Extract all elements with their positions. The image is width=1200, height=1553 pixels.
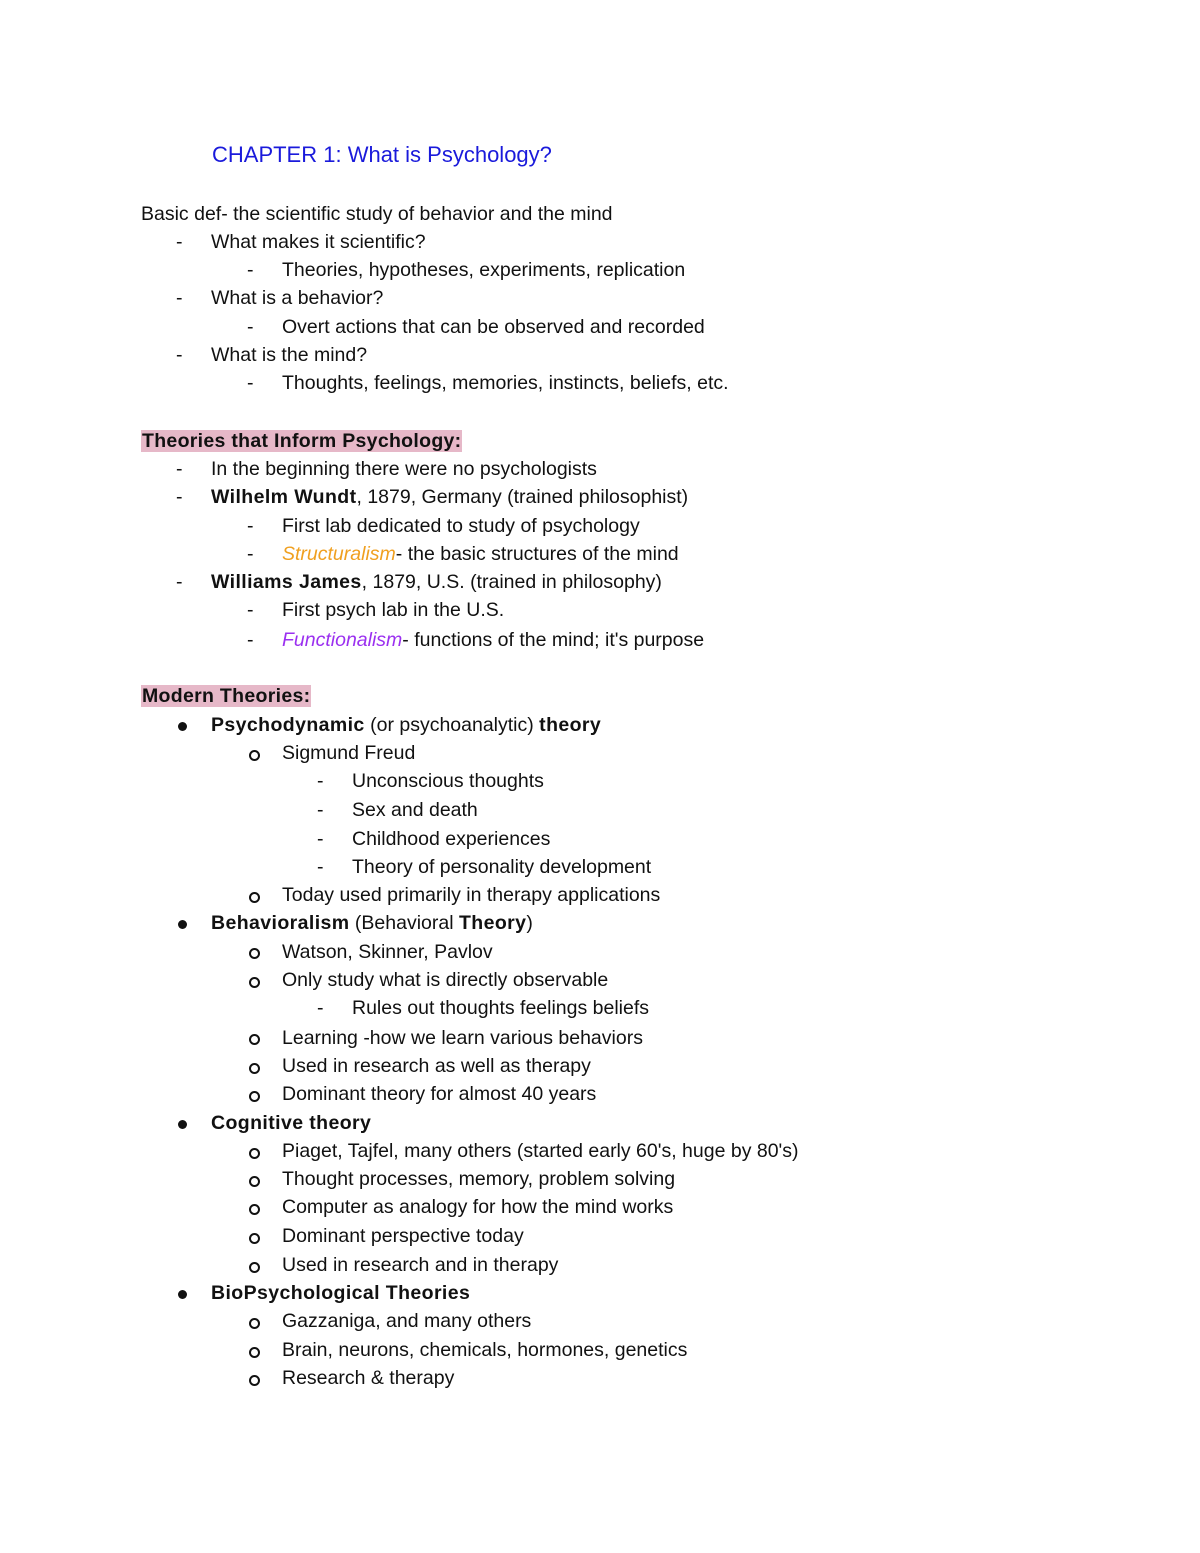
list-item: Computer as analogy for how the mind works <box>282 1196 674 1218</box>
theory-word: Theory <box>458 912 527 934</box>
list-item: Used in research as well as therapy <box>282 1055 591 1077</box>
bullet-dot <box>178 722 187 731</box>
list-item: Dominant perspective today <box>282 1225 524 1247</box>
list-item: Research & therapy <box>282 1367 455 1389</box>
list-item <box>282 541 679 567</box>
item-detail: , 1879, Germany (trained philosophist) <box>356 486 689 508</box>
person-name: Wilhelm Wundt <box>211 486 357 508</box>
person-name: Williams James <box>211 571 362 593</box>
bullet-circle <box>249 1233 260 1244</box>
item-detail: , 1879, U.S. (trained in philosophy) <box>361 571 662 593</box>
list-item: Sex and death <box>352 799 478 821</box>
list-item: Thoughts, feelings, memories, instincts, beliefs, etc. <box>282 372 729 394</box>
bullet-circle <box>249 1148 260 1159</box>
bullet-circle <box>249 1091 260 1102</box>
dash-marker: - <box>176 231 183 253</box>
dash-marker: - <box>317 828 324 850</box>
dash-marker: - <box>247 629 254 651</box>
bullet-circle <box>249 1034 260 1045</box>
item-detail: ) <box>526 912 533 934</box>
bullet-dot <box>178 1120 187 1129</box>
item-detail: - the basic structures of the mind <box>395 543 679 565</box>
dash-marker: - <box>176 571 183 593</box>
list-item: Only study what is directly observable <box>282 969 609 991</box>
list-item: Thought processes, memory, problem solving <box>282 1168 676 1190</box>
list-item <box>211 1280 470 1306</box>
highlighted-heading: Modern Theories: <box>142 685 311 707</box>
list-item: First lab dedicated to study of psychology <box>282 515 640 537</box>
theory-name: Cognitive theory <box>211 1112 372 1134</box>
section-heading-modern <box>141 683 311 709</box>
dash-marker: - <box>317 997 324 1019</box>
dash-marker: - <box>247 372 254 394</box>
dash-marker: - <box>247 515 254 537</box>
list-item: Used in research and in therapy <box>282 1254 559 1276</box>
dash-marker: - <box>176 458 183 480</box>
term-structuralism: Structuralism <box>282 543 396 565</box>
bullet-circle <box>249 1176 260 1187</box>
list-item: Watson, Skinner, Pavlov <box>282 941 493 963</box>
bullet-circle <box>249 750 260 761</box>
theory-name: BioPsychological Theories <box>211 1282 471 1304</box>
bullet-circle <box>249 1262 260 1273</box>
theory-name: Behavioralism <box>211 912 350 934</box>
list-item: What makes it scientific? <box>211 231 426 253</box>
list-item <box>211 712 601 738</box>
list-item: In the beginning there were no psychologists <box>211 458 597 480</box>
bullet-circle <box>249 1375 260 1386</box>
theory-name: Psychodynamic <box>211 714 365 736</box>
list-item: Rules out thoughts feelings beliefs <box>352 997 650 1019</box>
highlighted-heading: Theories that Inform Psychology: <box>142 430 462 452</box>
bullet-circle <box>249 1318 260 1329</box>
list-item: Brain, neurons, chemicals, hormones, genetics <box>282 1339 688 1361</box>
list-item: Childhood experiences <box>352 828 551 850</box>
dash-marker: - <box>247 316 254 338</box>
list-item: Unconscious thoughts <box>352 770 544 792</box>
dash-marker: - <box>247 259 254 281</box>
list-item: First psych lab in the U.S. <box>282 599 505 621</box>
dash-marker: - <box>176 486 183 508</box>
list-item <box>282 627 704 653</box>
bullet-dot <box>178 920 187 929</box>
list-item: Learning -how we learn various behaviors <box>282 1027 643 1049</box>
bullet-circle <box>249 948 260 959</box>
term-functionalism: Functionalism <box>282 629 403 651</box>
bullet-circle <box>249 892 260 903</box>
dash-marker: - <box>317 799 324 821</box>
dash-marker: - <box>317 856 324 878</box>
list-item: What is a behavior? <box>211 287 384 309</box>
dash-marker: - <box>176 287 183 309</box>
bullet-dot <box>178 1290 187 1299</box>
bullet-circle <box>249 977 260 988</box>
list-item: Theory of personality development <box>352 856 652 878</box>
list-item: What is the mind? <box>211 344 368 366</box>
list-item: Dominant theory for almost 40 years <box>282 1083 597 1105</box>
item-detail: (Behavioral <box>349 912 459 934</box>
list-item: Piaget, Tajfel, many others (started early 60's, huge by 80's) <box>282 1140 799 1162</box>
item-detail: - functions of the mind; it's purpose <box>402 629 705 651</box>
basic-definition: Basic def- the scientific study of behavior and the mind <box>141 203 613 225</box>
list-item: Today used primarily in therapy applications <box>282 884 661 906</box>
chapter-title: CHAPTER 1: What is Psychology? <box>212 142 552 167</box>
list-item <box>211 910 533 936</box>
list-item <box>211 1110 371 1136</box>
theory-word: theory <box>539 714 602 736</box>
dash-marker: - <box>317 770 324 792</box>
bullet-circle <box>249 1347 260 1358</box>
list-item <box>211 484 688 510</box>
bullet-circle <box>249 1204 260 1215</box>
list-item: Sigmund Freud <box>282 742 416 764</box>
dash-marker: - <box>247 599 254 621</box>
list-item: Overt actions that can be observed and recorded <box>282 316 705 338</box>
bullet-circle <box>249 1063 260 1074</box>
dash-marker: - <box>176 344 183 366</box>
list-item <box>211 569 662 595</box>
list-item: Gazzaniga, and many others <box>282 1310 532 1332</box>
dash-marker: - <box>247 543 254 565</box>
item-detail: (or psychoanalytic) <box>364 714 540 736</box>
list-item: Theories, hypotheses, experiments, replication <box>282 259 686 281</box>
section-heading-inform <box>141 428 462 454</box>
